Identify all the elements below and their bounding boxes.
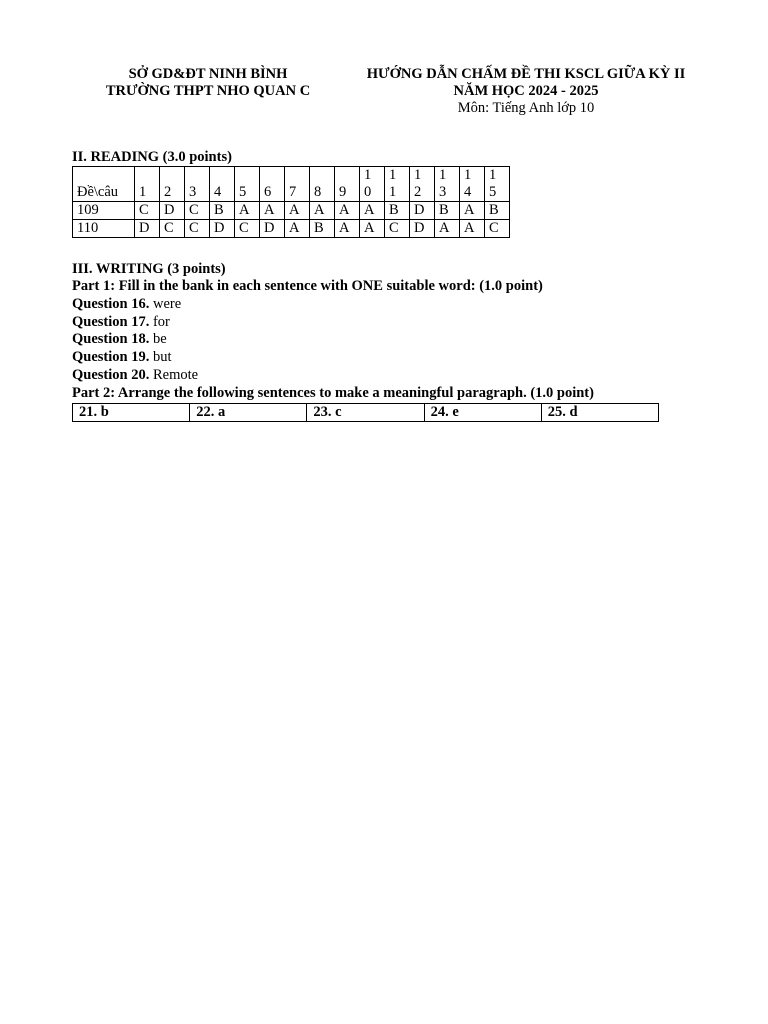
answer-cell: B: [385, 202, 410, 220]
question-number-digit: 4: [214, 184, 222, 200]
order-answer-cell: 21. b: [73, 403, 190, 421]
order-answer-cell: 22. a: [190, 403, 307, 421]
order-answer-table: [72, 403, 659, 422]
question-number-digit: 7: [289, 184, 297, 200]
answer-cell: B: [435, 202, 460, 220]
question-number-digit: 1: [389, 184, 397, 200]
question-number-digit: [214, 167, 230, 184]
question-number-digit: [314, 167, 330, 184]
question-answer: be: [152, 331, 167, 348]
answer-cell: C: [185, 220, 210, 238]
question-number-digit: 2: [164, 184, 172, 200]
answer-cell: D: [210, 220, 235, 238]
question-number-cell: [185, 167, 210, 202]
question-list: [72, 296, 659, 385]
question-label: Question 20.: [72, 366, 150, 383]
question-answer: were: [152, 295, 182, 312]
corner-label: Đề\câu: [73, 167, 135, 202]
question-number-digit: 0: [364, 184, 372, 200]
answer-cell: C: [235, 220, 260, 238]
reading-section: [72, 149, 510, 238]
answer-cell: A: [285, 220, 310, 238]
question-answer: for: [152, 313, 170, 330]
answer-cell: C: [160, 220, 185, 238]
answer-cell: A: [360, 202, 385, 220]
question-answer: but: [152, 349, 172, 366]
part2-title: Part 2: Arrange the following sentences to make a meaningful paragraph. (1.0 point): [72, 384, 594, 401]
exam-code-cell: 110: [73, 220, 135, 238]
question-item: [72, 314, 659, 332]
school-name: TRƯỜNG THPT NHO QUAN C: [105, 83, 311, 99]
question-number-digit: 5: [489, 184, 497, 200]
question-number-cell: [285, 167, 310, 202]
order-answer-cell: 24. e: [424, 403, 541, 421]
question-number-digit: 6: [264, 184, 272, 200]
question-number-digit: 2: [414, 184, 422, 200]
question-number-cell: [210, 167, 235, 202]
table-row: [73, 220, 510, 238]
answer-cell: B: [485, 202, 510, 220]
question-item: [72, 296, 659, 314]
answer-cell: A: [335, 202, 360, 220]
answer-cell: A: [260, 202, 285, 220]
question-answer: Remote: [152, 366, 199, 383]
question-number-cell: [385, 167, 410, 202]
question-number-cell: [410, 167, 435, 202]
answer-cell: C: [185, 202, 210, 220]
exam-header: [356, 66, 696, 117]
writing-section: [72, 261, 659, 422]
question-number-digit: 1: [389, 167, 397, 183]
question-number-digit: [339, 167, 355, 184]
subject-line: Môn: Tiếng Anh lớp 10: [457, 100, 595, 116]
document-title: HƯỚNG DẪN CHẤM ĐỀ THI KSCL GIỮA KỲ II: [366, 66, 686, 82]
question-number-digit: [264, 167, 280, 184]
answer-cell: C: [135, 202, 160, 220]
question-number-digit: 8: [314, 184, 322, 200]
question-number-cell: [310, 167, 335, 202]
part1-title: Part 1: Fill in the bank in each sentence with ONE suitable word: (1.0 point): [72, 278, 543, 294]
question-label: Question 19.: [72, 349, 150, 366]
reading-title: II. READING (3.0 points): [72, 149, 232, 165]
question-number-cell: [435, 167, 460, 202]
question-label: Question 18.: [72, 331, 150, 348]
school-year: NĂM HỌC 2024 - 2025: [453, 83, 599, 99]
answer-cell: A: [460, 220, 485, 238]
answer-cell: A: [360, 220, 385, 238]
table-header-row: [73, 167, 510, 202]
school-header: [88, 66, 328, 100]
writing-title: III. WRITING (3 points): [72, 261, 226, 277]
department-name: SỞ GD&ĐT NINH BÌNH: [128, 66, 288, 82]
answer-cell: C: [385, 220, 410, 238]
answer-cell: D: [410, 202, 435, 220]
reading-answer-table: [72, 166, 510, 238]
question-number-cell: [160, 167, 185, 202]
question-number-cell: [335, 167, 360, 202]
question-number-digit: 1: [439, 167, 447, 183]
question-number-digit: 3: [439, 184, 447, 200]
answer-cell: D: [160, 202, 185, 220]
question-number-digit: [139, 167, 155, 184]
order-answer-cell: 25. d: [541, 403, 658, 421]
question-number-cell: [235, 167, 260, 202]
question-number-digit: [289, 167, 305, 184]
question-number-digit: 1: [139, 184, 147, 200]
answer-cell: A: [310, 202, 335, 220]
question-number-digit: [164, 167, 180, 184]
question-number-digit: 3: [189, 184, 197, 200]
question-number-digit: 1: [489, 167, 497, 183]
answer-cell: A: [335, 220, 360, 238]
question-number-digit: 1: [364, 167, 372, 183]
question-item: [72, 349, 659, 367]
question-item: [72, 331, 659, 349]
question-item: [72, 367, 659, 385]
question-number-cell: [360, 167, 385, 202]
question-number-digit: 5: [239, 184, 247, 200]
question-number-cell: [485, 167, 510, 202]
answer-cell: A: [285, 202, 310, 220]
question-label: Question 17.: [72, 313, 150, 330]
question-number-cell: [260, 167, 285, 202]
answer-cell: D: [135, 220, 160, 238]
question-number-digit: [239, 167, 255, 184]
answer-cell: A: [235, 202, 260, 220]
order-answer-cell: 23. c: [307, 403, 424, 421]
exam-code-cell: 109: [73, 202, 135, 220]
question-number-cell: [460, 167, 485, 202]
question-label: Question 16.: [72, 295, 150, 312]
question-number-digit: 1: [464, 167, 472, 183]
question-number-digit: 1: [414, 167, 422, 183]
answer-cell: A: [435, 220, 460, 238]
question-number-cell: [135, 167, 160, 202]
question-number-digit: 9: [339, 184, 347, 200]
answer-cell: B: [310, 220, 335, 238]
answer-cell: D: [410, 220, 435, 238]
question-number-digit: 4: [464, 184, 472, 200]
answer-cell: B: [210, 202, 235, 220]
answer-cell: D: [260, 220, 285, 238]
table-row: [73, 202, 510, 220]
question-number-digit: [189, 167, 205, 184]
answer-cell: C: [485, 220, 510, 238]
answer-cell: A: [460, 202, 485, 220]
